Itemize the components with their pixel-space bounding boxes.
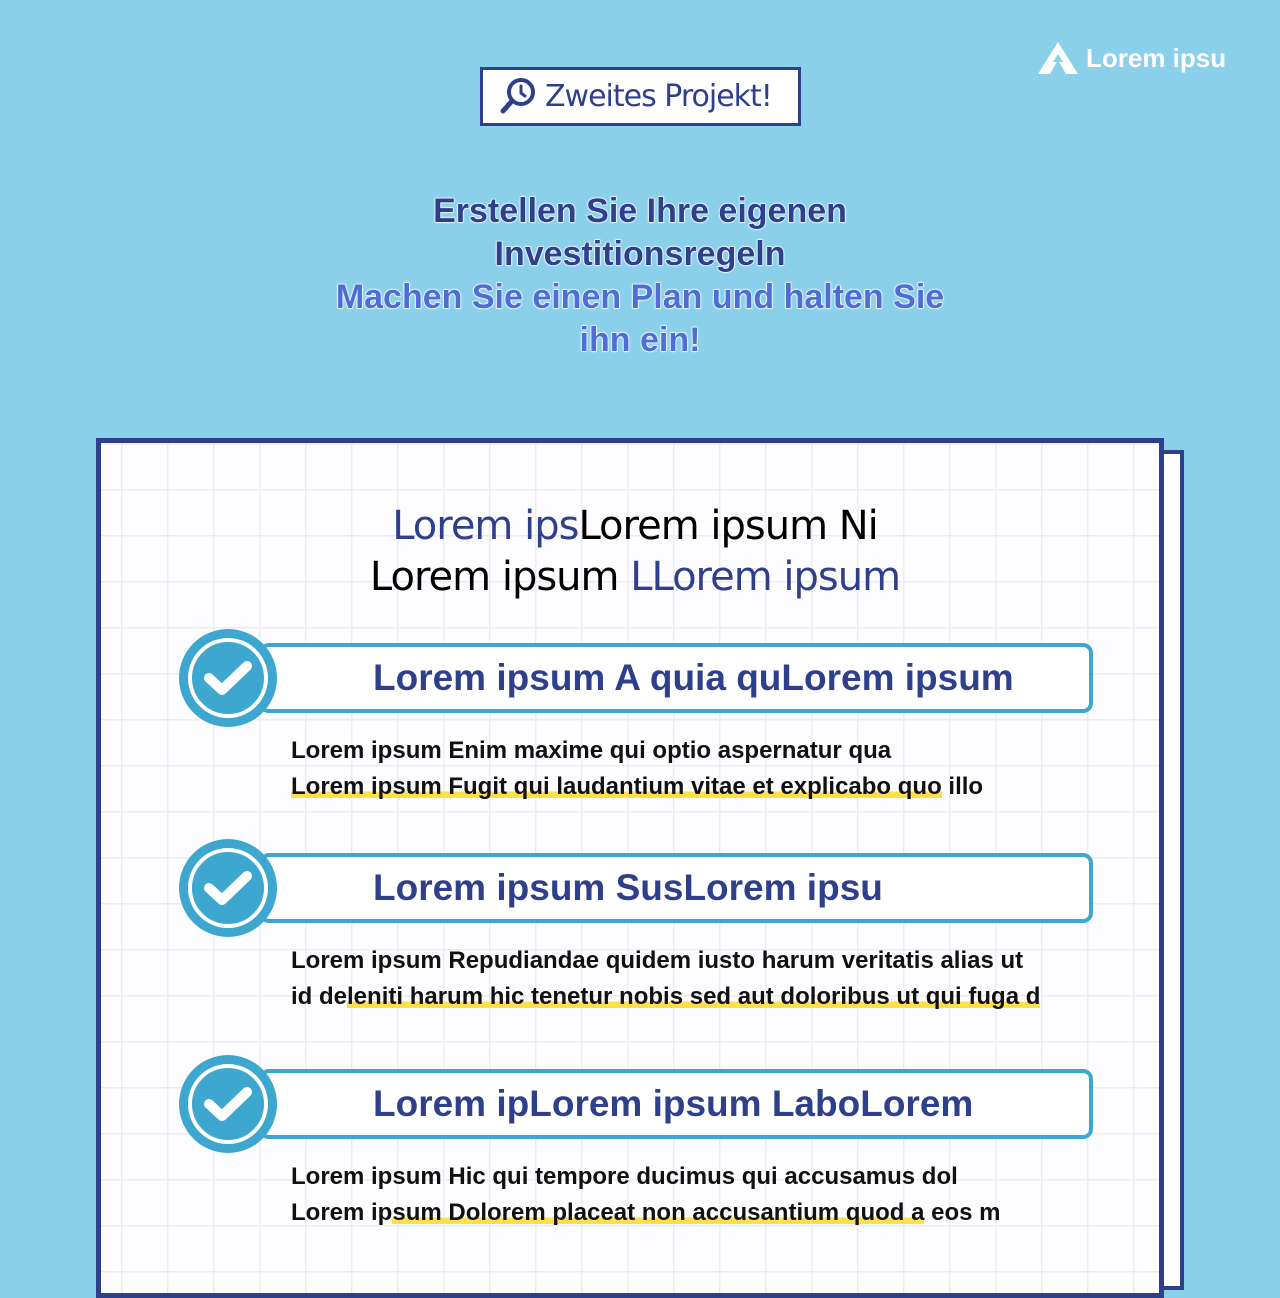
title-part-a: Lorem ips [392, 503, 579, 549]
title-part-c: Lorem ipsum [369, 554, 631, 600]
search-clock-icon [499, 77, 537, 117]
text: id de [291, 983, 348, 1010]
highlighted-text: sum Dolorem placeat non accusantium quod a [392, 1199, 925, 1226]
badge-label: Zweites Projekt! [545, 79, 772, 114]
brand-logo [1036, 40, 1226, 76]
item-body [291, 1159, 1000, 1231]
text: eos m [924, 1199, 1001, 1226]
item-heading: Lorem ipsum SusLorem ipsu [373, 867, 883, 908]
headline [0, 190, 1280, 362]
headline-line-4: ihn ein! [579, 321, 701, 359]
check-circle-icon [179, 839, 277, 937]
item-heading: Lorem ipsum A quia quLorem ipsum [373, 657, 1014, 698]
headline-line-2: Investitionsregeln [494, 235, 786, 273]
headline-line-3: Machen Sie einen Plan und halten Sie [335, 278, 945, 316]
title-part-d: LLorem ipsum [630, 554, 901, 600]
check-circle-icon [179, 1055, 277, 1153]
text: illo [941, 773, 984, 800]
item-heading-bar [259, 1069, 1093, 1139]
body-line-1: Lorem ipsum Enim maxime qui optio aspernatur qua [291, 737, 892, 764]
body-line-2 [291, 769, 983, 805]
project-badge [480, 67, 801, 126]
logo-text: Lorem ipsu [1086, 42, 1227, 73]
body-line-2 [291, 979, 1040, 1015]
item-heading-bar [259, 853, 1093, 923]
item-heading: Lorem ipLorem ipsum LaboLorem [373, 1083, 974, 1124]
text: Lorem ip [291, 1199, 393, 1226]
check-circle-icon [179, 629, 277, 727]
headline-line-1: Erstellen Sie Ihre eigenen [433, 192, 847, 230]
highlighted-text: leniti harum hic tenetur nobis sed aut doloribus ut qui fuga d [347, 983, 1041, 1010]
item-body [291, 733, 983, 805]
item-heading-bar [259, 643, 1093, 713]
item-body [291, 943, 1040, 1015]
triangle-logo-icon [1036, 40, 1080, 76]
grid-sheet [96, 438, 1164, 1298]
title-part-b: Lorem ipsum Ni [578, 503, 878, 549]
body-line-1: Lorem ipsum Hic qui tempore ducimus qui accusamus dol [291, 1163, 958, 1190]
body-line-1: Lorem ipsum Repudiandae quidem iusto harum veritatis alias ut [291, 947, 1024, 974]
body-line-2 [291, 1195, 1000, 1231]
highlighted-text: Lorem ipsum Fugit qui laudantium vitae et explicabo quo [291, 773, 942, 800]
sheet-title [101, 501, 1169, 603]
